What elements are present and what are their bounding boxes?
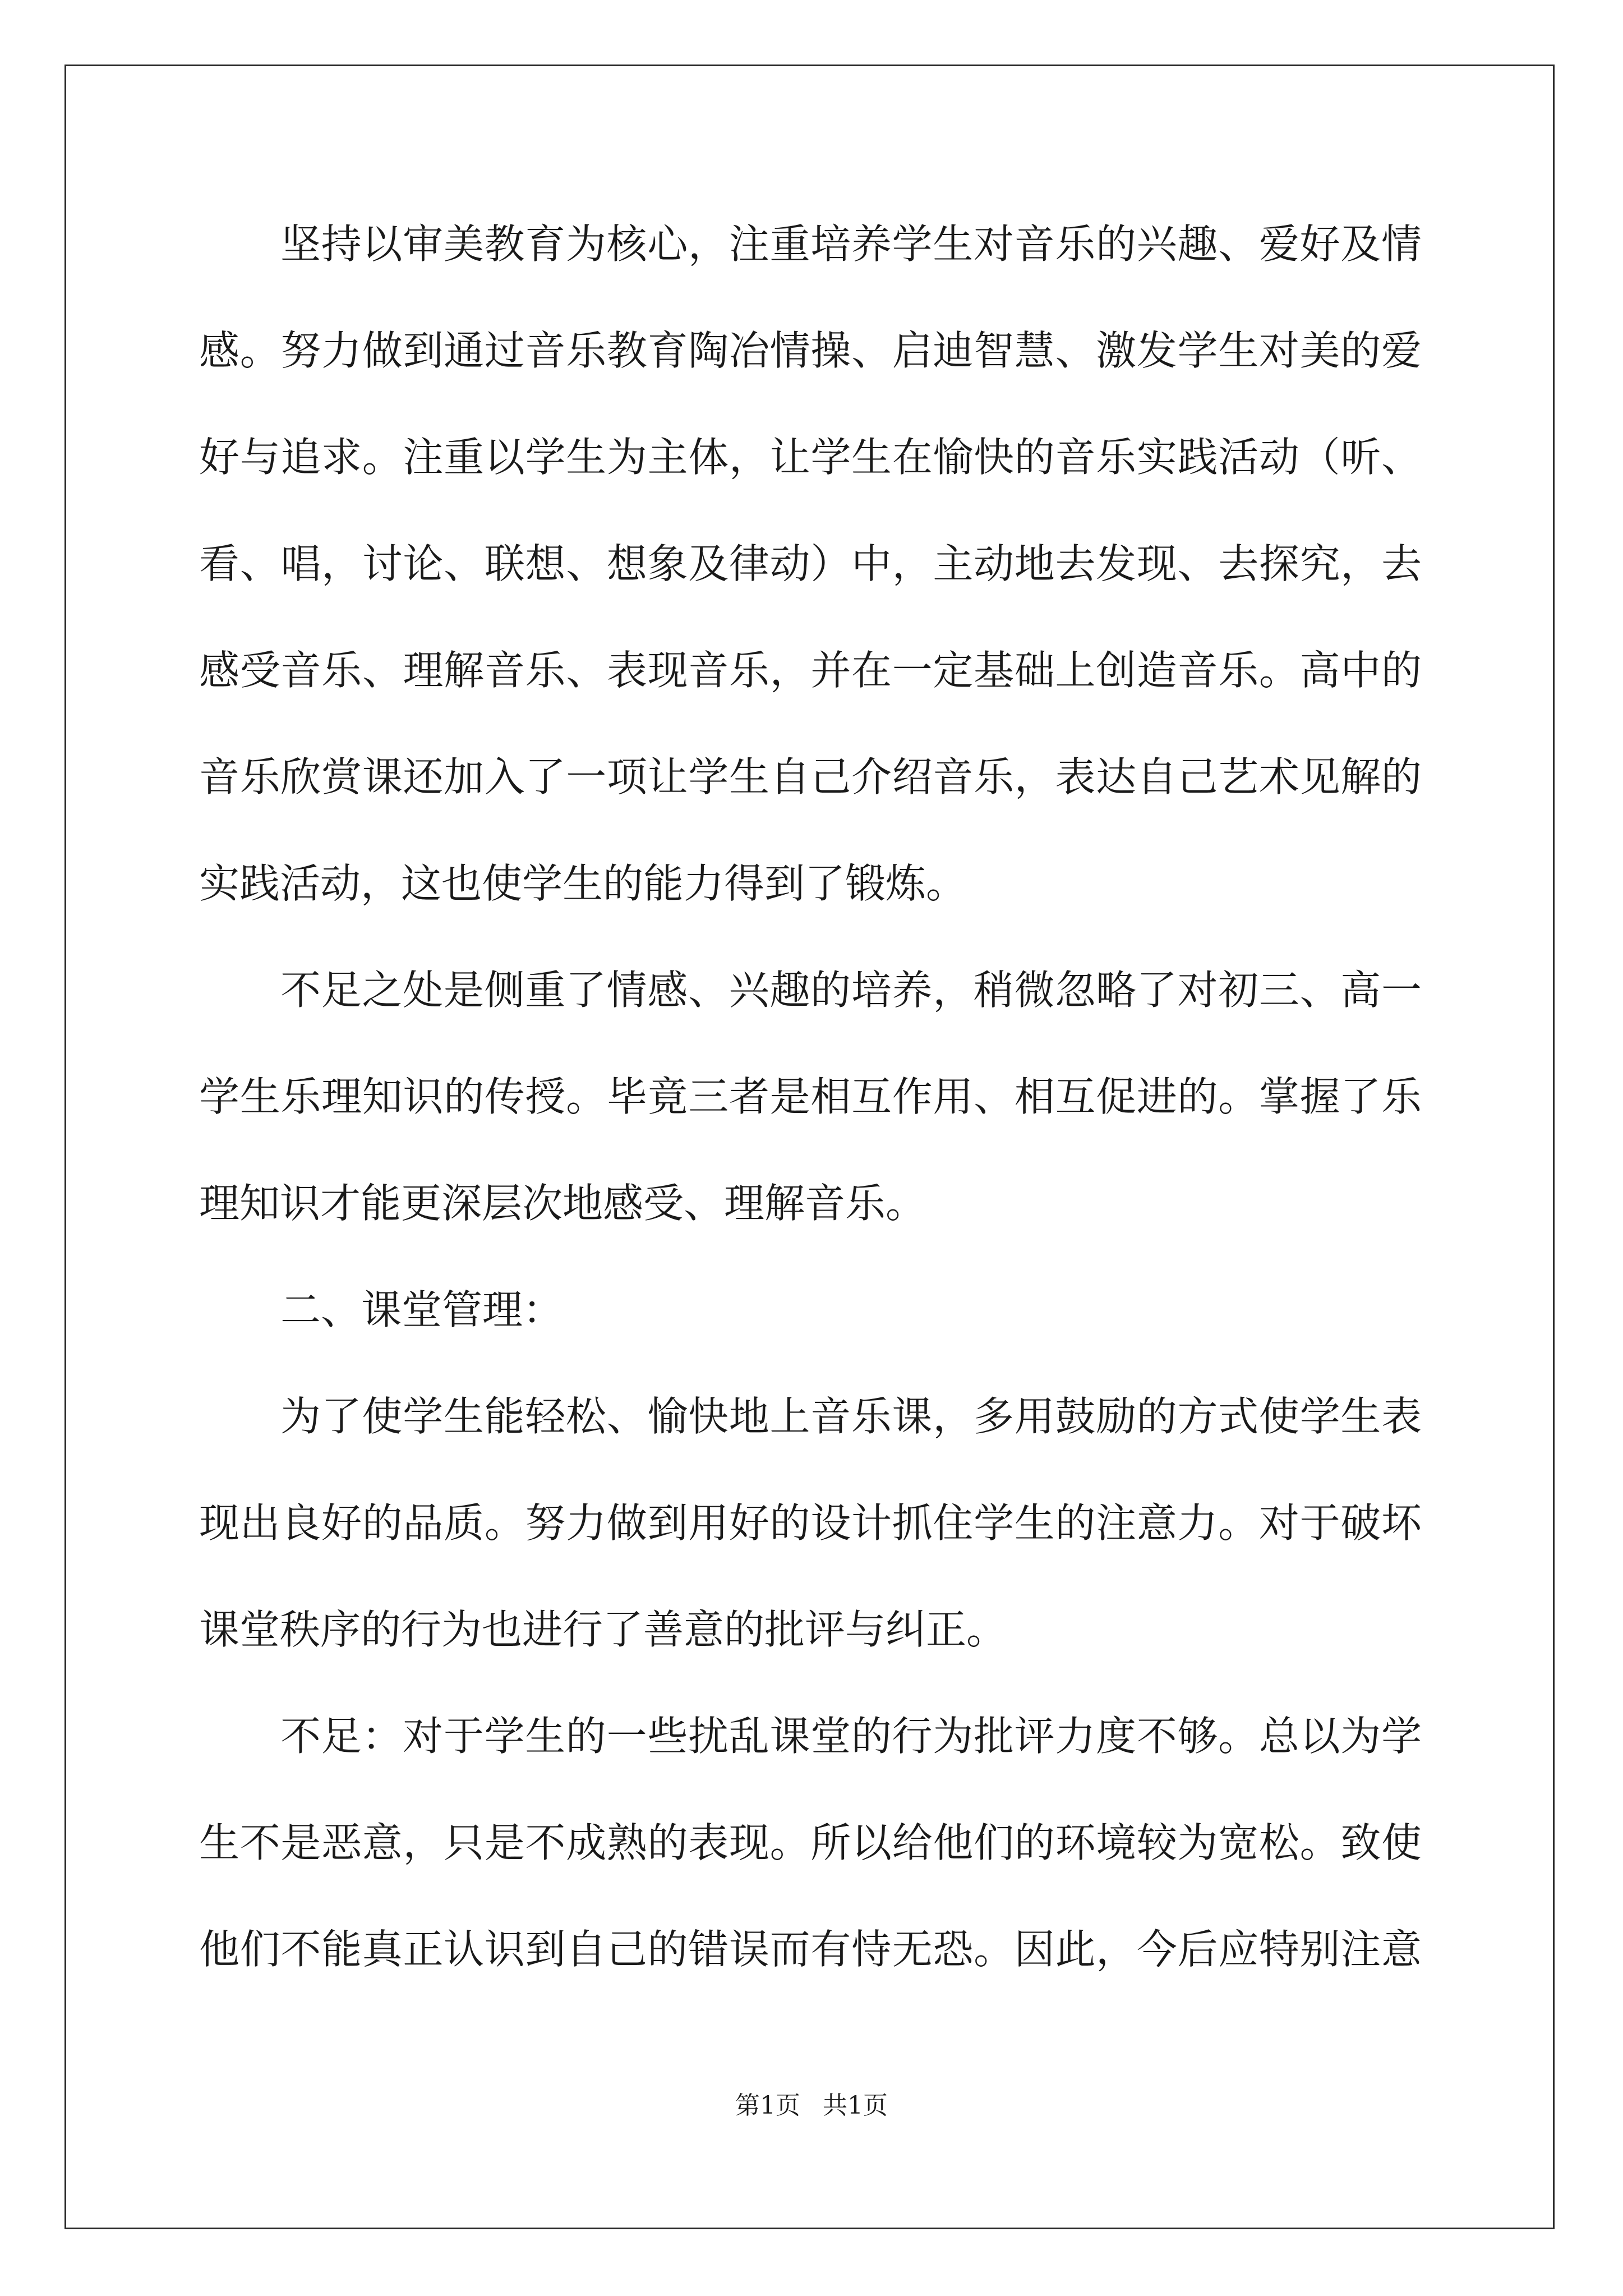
- paragraph-line: 为了使学生能轻松、愉快地上音乐课，多用鼓励的方式使学生表: [280, 1393, 1422, 1440]
- paragraph-line: 理知识才能更深层次地感受、理解音乐。: [199, 1180, 926, 1227]
- paragraph-line: 音乐欣赏课还加入了一项让学生自己介绍音乐，表达自己艺术见解的: [199, 753, 1422, 800]
- paragraph-line: 他们不能真正认识到自己的错误而有恃无恐。因此，今后应特别注意: [199, 1926, 1422, 1973]
- paragraph-line: 好与追求。注重以学生为主体，让学生在愉快的音乐实践活动（听、: [199, 434, 1422, 481]
- section-heading: 二、课堂管理：: [280, 1286, 564, 1333]
- paragraph-line: 不足之处是侧重了情感、兴趣的培养，稍微忽略了对初三、高一: [280, 967, 1422, 1014]
- paragraph-line: 实践活动，这也使学生的能力得到了锻炼。: [199, 860, 967, 907]
- paragraph-line: 课堂秩序的行为也进行了善意的批评与纠正。: [199, 1606, 1007, 1653]
- paragraph-line: 看、唱，讨论、联想、想象及律动）中，主动地去发现、去探究，去: [199, 540, 1422, 587]
- paragraph-line: 感受音乐、理解音乐、表现音乐，并在一定基础上创造音乐。高中的: [199, 647, 1422, 694]
- page-border: [64, 65, 1555, 2229]
- paragraph-line: 生不是恶意，只是不成熟的表现。所以给他们的环境较为宽松。致使: [199, 1819, 1422, 1866]
- page-total: 共1页: [823, 2091, 888, 2120]
- page-number: 第1页: [735, 2091, 800, 2120]
- paragraph-line: 感。努力做到通过音乐教育陶冶情操、启迪智慧、激发学生对美的爱: [199, 327, 1422, 374]
- paragraph-line: 不足：对于学生的一些扰乱课堂的行为批评力度不够。总以为学: [280, 1713, 1422, 1760]
- paragraph-line: 学生乐理知识的传授。毕竟三者是相互作用、相互促进的。掌握了乐: [199, 1073, 1422, 1120]
- paragraph-line: 坚持以审美教育为核心，注重培养学生对音乐的兴趣、爱好及情: [280, 220, 1422, 268]
- page-footer: [0, 2089, 1623, 2123]
- paragraph-line: 现出良好的品质。努力做到用好的设计抓住学生的注意力。对于破坏: [199, 1499, 1422, 1547]
